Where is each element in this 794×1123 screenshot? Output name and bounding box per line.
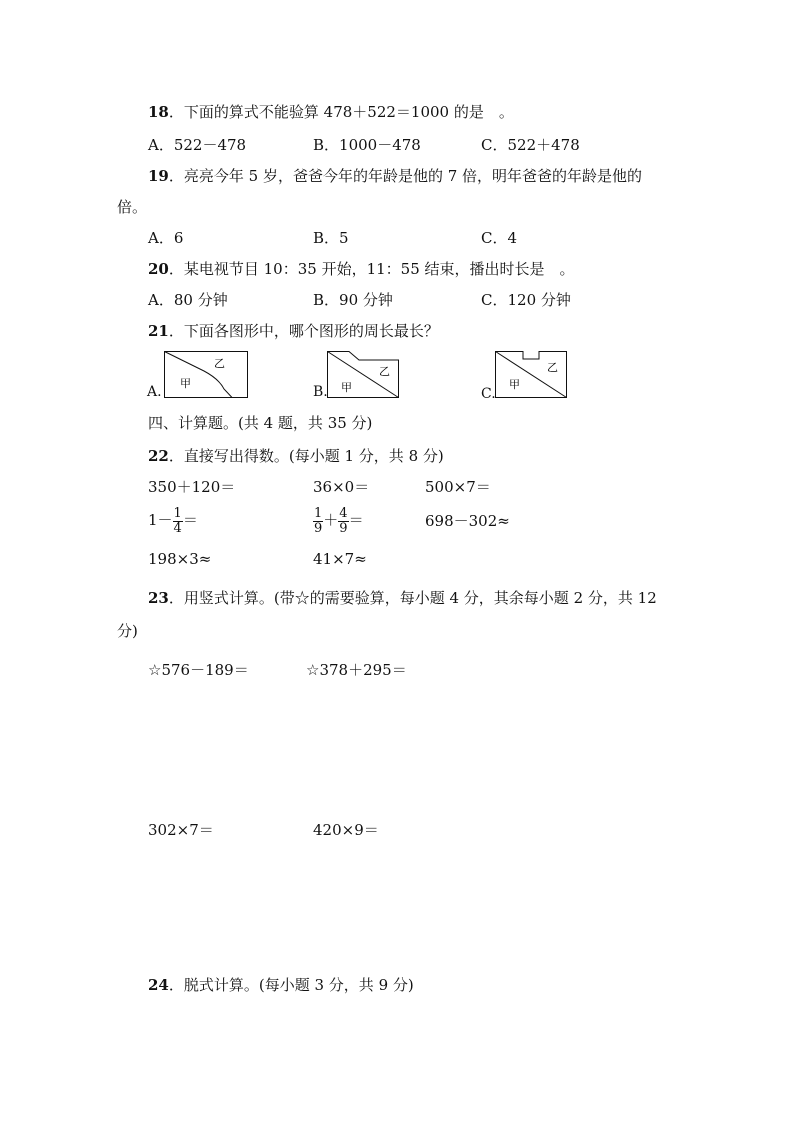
question-19-continuation: 倍。 [117, 198, 148, 216]
q22-item-h: 41×7≈ [313, 550, 367, 568]
question-text: ．脱式计算。(每小题 3 分，共 9 分) [168, 976, 414, 994]
figure-b-region-a: 甲 [341, 381, 352, 394]
question-23 [148, 588, 657, 608]
q19-option-b: B．5 [313, 229, 349, 247]
fraction-denominator: 9 [339, 520, 348, 536]
q22-item-e-equals: ＝ [348, 511, 364, 529]
q19-option-c: C．4 [481, 229, 518, 247]
question-22 [148, 446, 444, 466]
q23-item-4: 420×9＝ [313, 821, 379, 839]
question-text: ．亮亮今年 5 岁，爸爸今年的年龄是他的 7 倍，明年爸爸的年龄是他的 [168, 167, 643, 185]
question-number: 24 [148, 976, 169, 994]
question-number: 19 [148, 167, 169, 185]
question-text: ．直接写出得数。(每小题 1 分，共 8 分) [168, 447, 444, 465]
question-text: ．下面各图形中，哪个图形的周长最长？ [168, 322, 439, 340]
figure-b-shape [327, 351, 399, 399]
figure-b [327, 351, 399, 399]
q22-item-g: 198×3≈ [148, 550, 212, 568]
q18-option-c: C．522＋478 [481, 136, 580, 154]
section-4-title: 四、计算题。(共 4 题，共 35 分) [148, 414, 373, 432]
question-19 [148, 166, 642, 186]
figure-b-region-b: 乙 [379, 365, 390, 378]
figure-c-shape [495, 351, 567, 399]
figure-c [495, 351, 567, 399]
figure-c-region-b: 乙 [547, 361, 558, 374]
q22-item-c: 500×7＝ [425, 478, 491, 496]
q18-option-b: B．1000－478 [313, 136, 421, 154]
q23-item-1: ☆576－189＝ [148, 661, 249, 679]
question-24 [148, 975, 414, 995]
question-18 [148, 102, 514, 122]
figure-a-region-a: 甲 [180, 377, 191, 390]
question-text: ．某电视节目 10：35 开始，11：55 结束，播出时长是 。 [168, 260, 575, 278]
figure-a-label: A. [147, 384, 162, 400]
q22-item-d-fraction [173, 507, 183, 536]
q23-item-3: 302×7＝ [148, 821, 214, 839]
fraction-numerator: 1 [173, 505, 182, 521]
figure-a-shape [164, 351, 248, 399]
figure-c-label-wrap [481, 384, 496, 402]
figure-a [164, 351, 248, 399]
q22-item-e-fraction-1 [313, 507, 323, 536]
question-number: 21 [148, 322, 169, 340]
q22-item-e [313, 503, 364, 537]
fraction-numerator: 1 [314, 505, 323, 521]
q22-item-e-plus: ＋ [323, 511, 339, 529]
q20-option-b: B．90 分钟 [313, 291, 393, 309]
q22-item-e-fraction-2 [338, 507, 348, 536]
q22-item-d-equals: ＝ [182, 511, 198, 529]
fraction-denominator: 4 [173, 520, 182, 536]
question-text: ．用竖式计算。(带☆的需要验算，每小题 4 分，其余每小题 2 分，共 12 [168, 589, 657, 607]
question-number: 20 [148, 260, 169, 278]
question-23-continuation: 分) [117, 622, 138, 640]
q22-item-f: 698－302≈ [425, 512, 510, 530]
q20-option-a: A．80 分钟 [148, 291, 228, 309]
fraction-numerator: 4 [339, 505, 348, 521]
question-text: ．下面的算式不能验算 478＋522＝1000 的是 。 [168, 103, 514, 121]
q22-item-d-whole: 1－ [148, 511, 173, 529]
q20-option-c: C．120 分钟 [481, 291, 571, 309]
fraction-denominator: 9 [314, 520, 323, 536]
q22-item-d [148, 503, 198, 537]
question-20 [148, 259, 575, 279]
q19-option-a: A．6 [148, 229, 184, 247]
figure-a-region-b: 乙 [214, 357, 225, 370]
question-number: 23 [148, 589, 169, 607]
question-number: 22 [148, 447, 169, 465]
question-21 [148, 321, 439, 341]
q23-item-2: ☆378＋295＝ [306, 661, 407, 679]
q22-item-a: 350＋120＝ [148, 478, 236, 496]
q22-item-b: 36×0＝ [313, 478, 370, 496]
figure-c-region-a: 甲 [509, 378, 520, 391]
question-number: 18 [148, 103, 169, 121]
figure-b-label: B. [313, 384, 328, 400]
q18-option-a: A．522－478 [148, 136, 247, 154]
figure-c-label: C. [481, 386, 496, 402]
